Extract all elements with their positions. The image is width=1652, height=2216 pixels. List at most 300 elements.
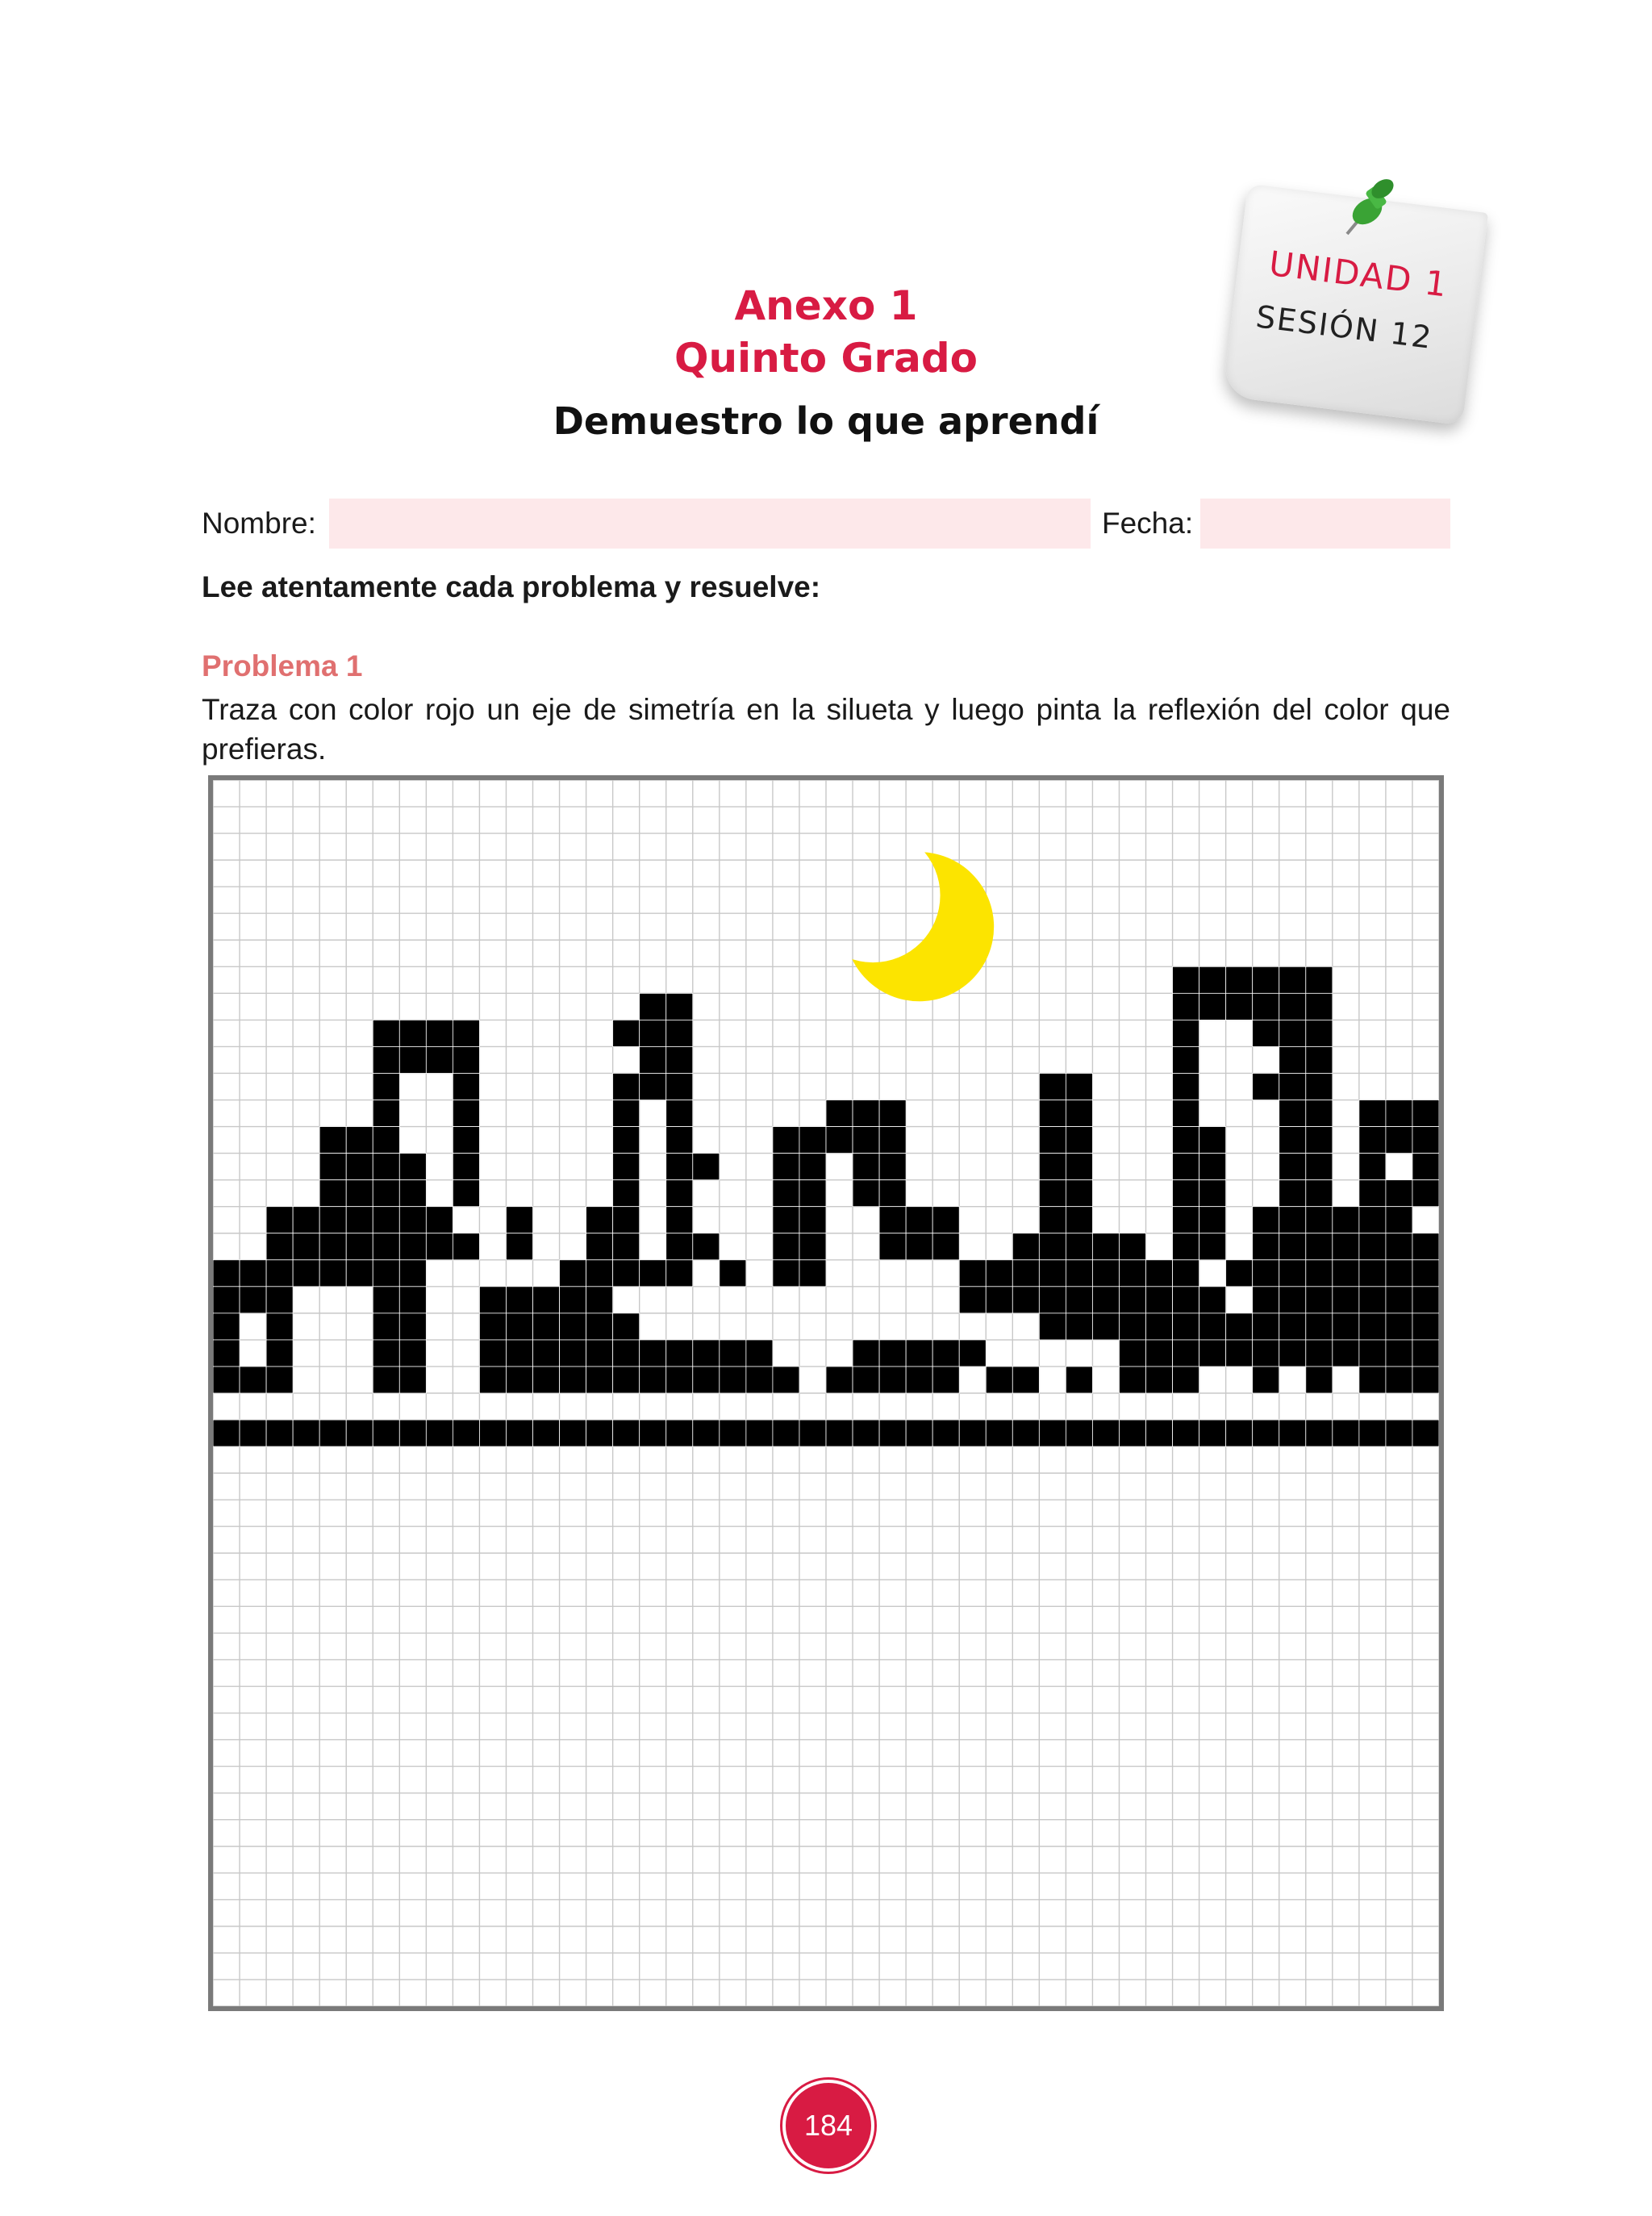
silhouette-cell <box>1279 1260 1306 1287</box>
silhouette-cell <box>1066 1420 1092 1446</box>
silhouette-cell <box>373 1420 399 1446</box>
silhouette-cell <box>373 1287 399 1313</box>
silhouette-cell <box>1173 993 1199 1020</box>
silhouette-cell <box>666 1260 693 1287</box>
silhouette-cell <box>932 1207 959 1233</box>
session-label: SESIÓN 12 <box>1254 298 1435 356</box>
silhouette-cell <box>399 1154 426 1180</box>
silhouette-cell <box>613 1180 640 1207</box>
silhouette-cell <box>1066 1180 1092 1207</box>
silhouette-cell <box>932 1420 959 1446</box>
silhouette-cell <box>666 1180 693 1207</box>
silhouette-cell <box>693 1367 720 1393</box>
silhouette-cell <box>1279 1207 1306 1233</box>
silhouette-cell <box>1386 1340 1412 1367</box>
silhouette-cell <box>1173 1287 1199 1313</box>
silhouette-cell <box>479 1367 506 1393</box>
silhouette-cell <box>240 1420 266 1446</box>
silhouette-cell <box>1279 966 1306 993</box>
symmetry-grid[interactable] <box>208 775 1444 2011</box>
silhouette-cell <box>799 1420 826 1446</box>
silhouette-cell <box>1306 966 1333 993</box>
silhouette-cell <box>1066 1233 1092 1260</box>
silhouette-cell <box>586 1260 613 1287</box>
silhouette-cell <box>1333 1287 1359 1313</box>
silhouette-cell <box>613 1100 640 1127</box>
silhouette-cell <box>506 1233 532 1260</box>
silhouette-cell <box>879 1180 906 1207</box>
silhouette-cell <box>319 1420 346 1446</box>
silhouette-cell <box>1279 1127 1306 1154</box>
silhouette-cell <box>1333 1420 1359 1446</box>
silhouette-cell <box>479 1420 506 1446</box>
silhouette-cell <box>560 1313 586 1340</box>
silhouette-cell <box>453 1154 479 1180</box>
silhouette-cell <box>1386 1233 1412 1260</box>
silhouette-cell <box>1279 1020 1306 1046</box>
silhouette-cell <box>240 1367 266 1393</box>
silhouette-cell <box>613 1073 640 1100</box>
silhouette-cell <box>1199 1180 1226 1207</box>
silhouette-cell <box>1306 1420 1333 1446</box>
silhouette-cell <box>640 993 666 1020</box>
silhouette-cell <box>453 1180 479 1207</box>
silhouette-cell <box>1306 1154 1333 1180</box>
silhouette-cell <box>373 1313 399 1340</box>
silhouette-cell <box>1279 1180 1306 1207</box>
silhouette-cell <box>640 1046 666 1073</box>
silhouette-cell <box>853 1340 879 1367</box>
silhouette-cell <box>1253 1207 1279 1233</box>
silhouette-cell <box>746 1420 773 1446</box>
silhouette-cell <box>773 1180 799 1207</box>
silhouette-cell <box>1386 1127 1412 1154</box>
silhouette-cell <box>213 1287 240 1313</box>
silhouette-cell <box>1306 1073 1333 1100</box>
silhouette-cell <box>1199 1340 1226 1367</box>
silhouette-cell <box>906 1420 932 1446</box>
silhouette-cell <box>932 1233 959 1260</box>
silhouette-cell <box>586 1233 613 1260</box>
silhouette-cell <box>453 1233 479 1260</box>
silhouette-cell <box>959 1287 986 1313</box>
silhouette-cell <box>1306 1233 1333 1260</box>
silhouette-cell <box>426 1420 453 1446</box>
silhouette-cell <box>720 1340 746 1367</box>
silhouette-cell <box>1226 1420 1253 1446</box>
silhouette-cell <box>1199 966 1226 993</box>
silhouette-cell <box>399 1233 426 1260</box>
silhouette-cell <box>1279 1154 1306 1180</box>
silhouette-cell <box>1306 1340 1333 1367</box>
silhouette-cell <box>1253 1313 1279 1340</box>
silhouette-cell <box>1306 993 1333 1020</box>
silhouette-cell <box>1012 1233 1039 1260</box>
silhouette-cell <box>1359 1180 1386 1207</box>
silhouette-cell <box>399 1207 426 1233</box>
unit-label: UNIDAD 1 <box>1266 243 1451 305</box>
silhouette-cell <box>613 1420 640 1446</box>
silhouette-cell <box>1333 1340 1359 1367</box>
silhouette-cell <box>959 1260 986 1287</box>
silhouette-cell <box>879 1100 906 1127</box>
silhouette-cell <box>346 1420 373 1446</box>
silhouette-cell <box>1359 1420 1386 1446</box>
silhouette-cell <box>266 1313 293 1340</box>
silhouette-cell <box>1119 1260 1145 1287</box>
silhouette-cell <box>826 1100 853 1127</box>
silhouette-cell <box>1012 1260 1039 1287</box>
silhouette-cell <box>1173 1154 1199 1180</box>
silhouette-cell <box>533 1340 560 1367</box>
silhouette-cell <box>399 1340 426 1367</box>
silhouette-cell <box>1173 1100 1199 1127</box>
silhouette-cell <box>506 1340 532 1367</box>
silhouette-cell <box>773 1420 799 1446</box>
silhouette-cell <box>879 1340 906 1367</box>
silhouette-cell <box>1012 1367 1039 1393</box>
silhouette-cell <box>720 1367 746 1393</box>
silhouette-cell <box>399 1313 426 1340</box>
silhouette-cell <box>1412 1127 1439 1154</box>
silhouette-cell <box>1412 1340 1439 1367</box>
silhouette-cell <box>1253 1340 1279 1367</box>
silhouette-cell <box>1359 1287 1386 1313</box>
silhouette-cell <box>959 1420 986 1446</box>
silhouette-cell <box>932 1367 959 1393</box>
silhouette-cell <box>1359 1233 1386 1260</box>
silhouette-cell <box>1386 1100 1412 1127</box>
silhouette-cell <box>1226 1313 1253 1340</box>
silhouette-cell <box>1306 1367 1333 1393</box>
silhouette-cell <box>986 1287 1012 1313</box>
silhouette-cell <box>213 1340 240 1367</box>
silhouette-cell <box>1173 1020 1199 1046</box>
silhouette-cell <box>986 1367 1012 1393</box>
silhouette-cell <box>453 1100 479 1127</box>
silhouette-cell <box>373 1233 399 1260</box>
silhouette-cell <box>586 1420 613 1446</box>
silhouette-cell <box>319 1180 346 1207</box>
silhouette-cell <box>720 1260 746 1287</box>
silhouette-cell <box>613 1233 640 1260</box>
silhouette-cell <box>853 1367 879 1393</box>
silhouette-cell <box>666 1073 693 1100</box>
silhouette-cell <box>1253 966 1279 993</box>
silhouette-cell <box>1039 1287 1066 1313</box>
silhouette-cell <box>1039 1127 1066 1154</box>
silhouette-cell <box>1039 1420 1066 1446</box>
silhouette-cell <box>533 1420 560 1446</box>
silhouette-cell <box>1253 1233 1279 1260</box>
silhouette-cell <box>1359 1313 1386 1340</box>
silhouette-cell <box>1306 1046 1333 1073</box>
silhouette-cell <box>879 1367 906 1393</box>
silhouette-cell <box>640 1020 666 1046</box>
silhouette-cell <box>1066 1313 1092 1340</box>
silhouette-cell <box>879 1420 906 1446</box>
silhouette-cell <box>586 1287 613 1313</box>
silhouette-cell <box>853 1100 879 1127</box>
silhouette-cell <box>1066 1073 1092 1100</box>
silhouette-cell <box>1279 1340 1306 1367</box>
silhouette-cell <box>613 1127 640 1154</box>
silhouette-cell <box>266 1260 293 1287</box>
silhouette-cell <box>773 1127 799 1154</box>
silhouette-cell <box>693 1420 720 1446</box>
silhouette-cell <box>613 1207 640 1233</box>
silhouette-cell <box>1146 1287 1173 1313</box>
silhouette-cell <box>799 1233 826 1260</box>
push-pin-icon <box>1323 177 1400 250</box>
silhouette-cell <box>640 1420 666 1446</box>
silhouette-cell <box>293 1207 319 1233</box>
silhouette-cell <box>1359 1340 1386 1367</box>
silhouette-cell <box>1173 1207 1199 1233</box>
silhouette-cell <box>506 1287 532 1313</box>
silhouette-cell <box>640 1367 666 1393</box>
silhouette-cell <box>1199 1154 1226 1180</box>
silhouette-cell <box>1092 1287 1119 1313</box>
silhouette-cell <box>293 1233 319 1260</box>
silhouette-cell <box>453 1127 479 1154</box>
silhouette-cell <box>1279 1233 1306 1260</box>
silhouette-cell <box>853 1420 879 1446</box>
date-label: Fecha: <box>1102 507 1194 540</box>
silhouette-cell <box>426 1046 453 1073</box>
silhouette-cell <box>506 1207 532 1233</box>
silhouette-cell <box>879 1154 906 1180</box>
silhouette-cell <box>1306 1100 1333 1127</box>
silhouette-cell <box>1173 1313 1199 1340</box>
silhouette-cell <box>1412 1180 1439 1207</box>
silhouette-cell <box>1306 1020 1333 1046</box>
silhouette-cell <box>613 1260 640 1287</box>
silhouette-cell <box>693 1154 720 1180</box>
silhouette-cell <box>666 1020 693 1046</box>
silhouette-cell <box>346 1154 373 1180</box>
silhouette-cell <box>1199 1233 1226 1260</box>
silhouette-cell <box>426 1020 453 1046</box>
silhouette-cell <box>319 1154 346 1180</box>
silhouette-cell <box>346 1233 373 1260</box>
silhouette-cell <box>1066 1154 1092 1180</box>
silhouette-cell <box>906 1367 932 1393</box>
silhouette-cell <box>1066 1100 1092 1127</box>
silhouette-cell <box>613 1020 640 1046</box>
silhouette-cell <box>1226 1260 1253 1287</box>
silhouette-cell <box>1146 1260 1173 1287</box>
silhouette-cell <box>560 1287 586 1313</box>
silhouette-cell <box>479 1340 506 1367</box>
silhouette-cell <box>1412 1100 1439 1127</box>
silhouette-cell <box>266 1233 293 1260</box>
silhouette-cell <box>799 1207 826 1233</box>
silhouette-cell <box>533 1287 560 1313</box>
silhouette-cell <box>1279 1046 1306 1073</box>
silhouette-cell <box>399 1367 426 1393</box>
silhouette-cell <box>1199 1127 1226 1154</box>
silhouette-cell <box>1039 1154 1066 1180</box>
silhouette-cell <box>1333 1313 1359 1340</box>
silhouette-cell <box>373 1260 399 1287</box>
silhouette-cell <box>1359 1367 1386 1393</box>
silhouette-cell <box>319 1260 346 1287</box>
silhouette-cell <box>1066 1127 1092 1154</box>
silhouette-cell <box>640 1340 666 1367</box>
silhouette-cell <box>506 1313 532 1340</box>
silhouette-cell <box>1306 1127 1333 1154</box>
silhouette-cell <box>346 1180 373 1207</box>
silhouette-cell <box>1279 1287 1306 1313</box>
silhouette-cell <box>506 1420 532 1446</box>
silhouette-cell <box>240 1287 266 1313</box>
silhouette-cell <box>399 1287 426 1313</box>
silhouette-cell <box>693 1233 720 1260</box>
silhouette-cell <box>853 1127 879 1154</box>
moon-icon <box>845 852 994 1001</box>
silhouette-cell <box>1412 1260 1439 1287</box>
silhouette-cell <box>1119 1287 1145 1313</box>
silhouette-cell <box>693 1340 720 1367</box>
silhouette-cell <box>1173 1180 1199 1207</box>
silhouette-cell <box>1279 993 1306 1020</box>
silhouette-cell <box>346 1260 373 1287</box>
silhouette-cell <box>399 1180 426 1207</box>
silhouette-cell <box>266 1340 293 1367</box>
silhouette-cell <box>586 1207 613 1233</box>
silhouette-cell <box>1066 1260 1092 1287</box>
silhouette-cell <box>1092 1260 1119 1287</box>
silhouette-cell <box>1412 1233 1439 1260</box>
silhouette-cell <box>1173 966 1199 993</box>
silhouette-cell <box>1412 1367 1439 1393</box>
silhouette-cell <box>373 1340 399 1367</box>
silhouette-cell <box>1333 1233 1359 1260</box>
silhouette-cell <box>1199 1207 1226 1233</box>
silhouette-cell <box>266 1420 293 1446</box>
date-field[interactable] <box>1200 499 1450 549</box>
silhouette-cell <box>453 1420 479 1446</box>
silhouette-cell <box>1412 1420 1439 1446</box>
silhouette-cell <box>1226 966 1253 993</box>
silhouette-cell <box>1199 1420 1226 1446</box>
silhouette-cell <box>479 1313 506 1340</box>
silhouette-cell <box>1359 1127 1386 1154</box>
silhouette-cell <box>373 1180 399 1207</box>
silhouette-cell <box>640 1073 666 1100</box>
silhouette-cell <box>1066 1207 1092 1233</box>
silhouette-cell <box>1253 1420 1279 1446</box>
silhouette-cell <box>1306 1207 1333 1233</box>
silhouette-cell <box>1279 1313 1306 1340</box>
silhouette-cell <box>533 1313 560 1340</box>
silhouette-cell <box>293 1260 319 1287</box>
silhouette-cell <box>399 1046 426 1073</box>
silhouette-cell <box>773 1233 799 1260</box>
silhouette-cell <box>1386 1287 1412 1313</box>
silhouette-cell <box>1173 1073 1199 1100</box>
silhouette-cell <box>1119 1313 1145 1340</box>
silhouette-cell <box>1173 1233 1199 1260</box>
silhouette-cell <box>1253 1367 1279 1393</box>
silhouette-cell <box>1039 1313 1066 1340</box>
silhouette-cell <box>666 1127 693 1154</box>
silhouette-cell <box>1092 1313 1119 1340</box>
silhouette-cell <box>1146 1313 1173 1340</box>
silhouette-cell <box>213 1367 240 1393</box>
silhouette-cell <box>666 1233 693 1260</box>
silhouette-cell <box>1066 1287 1092 1313</box>
silhouette-cell <box>826 1127 853 1154</box>
silhouette-cell <box>1173 1340 1199 1367</box>
silhouette-cell <box>640 1260 666 1287</box>
silhouette-cell <box>1279 1100 1306 1127</box>
silhouette-cell <box>1333 1260 1359 1287</box>
silhouette-cell <box>906 1233 932 1260</box>
silhouette-cell <box>266 1287 293 1313</box>
name-label: Nombre: <box>202 507 316 540</box>
silhouette-cell <box>1039 1100 1066 1127</box>
silhouette-cell <box>666 1046 693 1073</box>
silhouette-cell <box>773 1367 799 1393</box>
silhouette-cell <box>879 1127 906 1154</box>
problem-text: Traza con color rojo un eje de simetría en la silueta y luego pinta la reflexión del color que prefieras. <box>202 693 1450 766</box>
silhouette-cell <box>453 1020 479 1046</box>
silhouette-cell <box>1173 1260 1199 1287</box>
silhouette-cell <box>373 1046 399 1073</box>
silhouette-cell <box>1173 1367 1199 1393</box>
silhouette-cell <box>826 1367 853 1393</box>
silhouette-cell <box>1012 1420 1039 1446</box>
silhouette-cell <box>1092 1233 1119 1260</box>
silhouette-cell <box>1386 1313 1412 1340</box>
worksheet-subtitle: Demuestro lo que aprendí <box>553 399 1099 443</box>
silhouette-cell <box>773 1260 799 1287</box>
silhouette-cell <box>1306 1260 1333 1287</box>
silhouette-cell <box>266 1207 293 1233</box>
silhouette-cell <box>373 1154 399 1180</box>
silhouette-cell <box>479 1287 506 1313</box>
silhouette-cell <box>1146 1420 1173 1446</box>
silhouette-cell <box>1119 1233 1145 1260</box>
silhouette-cell <box>586 1313 613 1340</box>
silhouette-cell <box>1386 1367 1412 1393</box>
silhouette-cell <box>426 1207 453 1233</box>
silhouette-cell <box>1199 1287 1226 1313</box>
silhouette-cell <box>586 1340 613 1367</box>
grid-canvas[interactable] <box>208 775 1444 2011</box>
silhouette-cell <box>1119 1367 1145 1393</box>
silhouette-cell <box>959 1340 986 1367</box>
silhouette-cell <box>773 1207 799 1233</box>
silhouette-cell <box>1306 1180 1333 1207</box>
silhouette-cell <box>879 1207 906 1233</box>
silhouette-cell <box>1146 1340 1173 1367</box>
silhouette-cell <box>1119 1340 1145 1367</box>
silhouette-cell <box>426 1233 453 1260</box>
silhouette-cell <box>319 1127 346 1154</box>
silhouette-cell <box>266 1367 293 1393</box>
silhouette-cell <box>213 1313 240 1340</box>
silhouette-cell <box>453 1046 479 1073</box>
silhouette-cell <box>666 1154 693 1180</box>
grade-title: Quinto Grado <box>674 335 978 382</box>
name-field[interactable] <box>329 499 1091 549</box>
silhouette-cell <box>373 1073 399 1100</box>
instructions: Lee atentamente cada problema y resuelve: <box>202 570 821 603</box>
silhouette-cell <box>1253 1020 1279 1046</box>
